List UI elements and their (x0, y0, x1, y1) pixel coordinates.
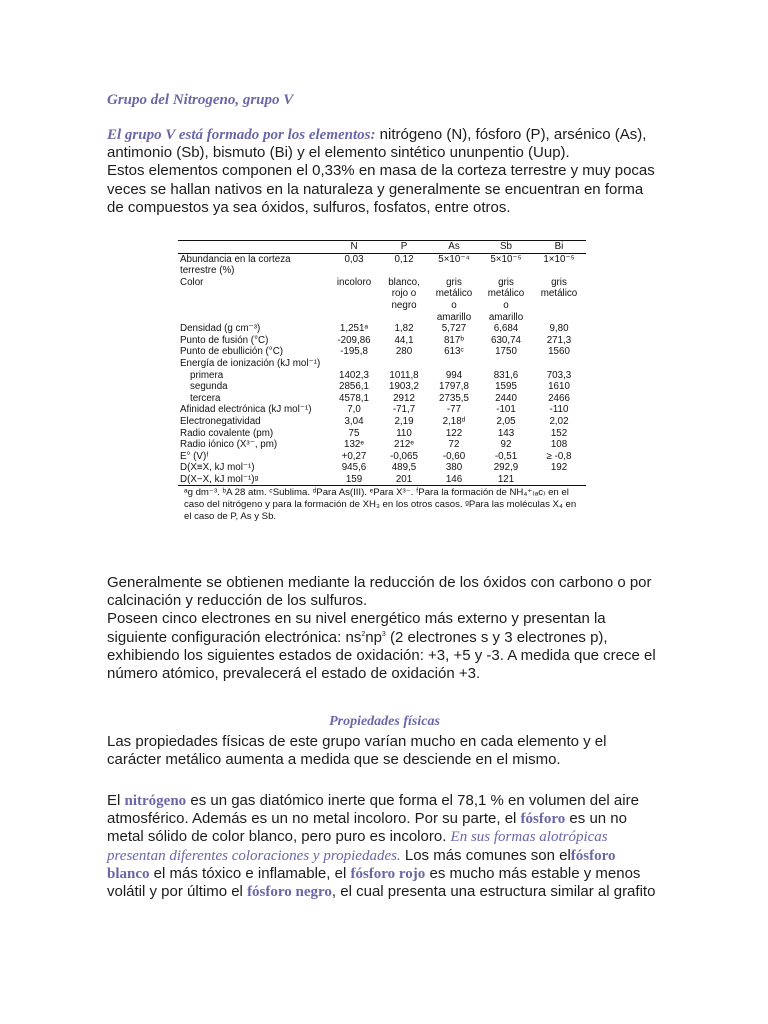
table-row-label: Electronegatividad (180, 415, 261, 427)
colorations-text: presentan diferentes coloraciones y propiedades. (107, 847, 401, 864)
table-cell: 146 (428, 474, 480, 486)
table-cell: 2440 (495, 392, 517, 404)
table-cell: -209,86 (337, 334, 371, 346)
table-row-label: E° (V)ᶠ (180, 450, 209, 462)
table-cell: 703,3 (546, 369, 572, 381)
red-phosphorus-term: fósforo rojo (350, 865, 426, 882)
table-cell: 1610 (548, 381, 570, 393)
table-cell: gris (551, 276, 567, 288)
white-phosphorus-term-b: blanco (107, 865, 150, 882)
table-cell: 831,6 (493, 369, 519, 381)
table-row (178, 462, 586, 474)
table-row (178, 381, 586, 393)
table-row-label: terrestre (%) (180, 265, 235, 277)
table-cell: rojo o (391, 288, 417, 300)
table-row-label (178, 288, 328, 300)
p4-l4b: Los más comunes son el (400, 846, 571, 864)
table-cell: -0,51 (494, 450, 518, 462)
table-row-label (178, 300, 328, 312)
table-cell (328, 358, 380, 370)
table-cell: metálico (487, 288, 525, 300)
table-cell: 9,80 (549, 323, 569, 335)
table-row-label: Afinidad electrónica (kJ mol⁻¹) (180, 404, 312, 416)
table-cell: 994 (445, 369, 463, 381)
page-title: Grupo del Nitrogeno, grupo V (107, 92, 294, 108)
table-cell: amarillo (436, 311, 472, 323)
table-cell: 280 (395, 346, 413, 358)
table-row (178, 312, 586, 324)
table-row-label: Radio covalente (pm) (180, 427, 274, 439)
table-cell: 1,82 (394, 323, 414, 335)
p2-line-5: exhibiendo los siguientes estados de oxidación: +3, +5 y -3. A medida que crece el (107, 646, 656, 664)
table-cell: 630,74 (491, 334, 521, 346)
table-cell: -0,60 (442, 450, 466, 462)
table-cell: 152 (550, 427, 568, 439)
table-header-as: As (428, 241, 480, 254)
p2-line-6: número atómico, prevalecerá el estado de oxidación +3. (107, 665, 481, 683)
table-row (178, 428, 586, 440)
p2-line-4a: siguiente configuración electrónica: ns (107, 628, 362, 646)
table-header-blank (178, 241, 328, 254)
table-cell: 75 (348, 427, 360, 439)
table-cell: 132ᵉ (344, 439, 364, 451)
intro-lead-rest: nitrógeno (N), fósforo (P), arsénico (As), (375, 126, 647, 143)
table-cell: o (503, 299, 509, 311)
table-header-bi: Bi (532, 241, 586, 254)
table-cell (328, 300, 380, 312)
table-row-label: Color (180, 276, 204, 288)
table-row-label: D(X≡X, kJ mol⁻¹) (180, 462, 255, 474)
table-row-label: Energía de ionización (kJ mol⁻¹) (180, 357, 321, 369)
table-cell: 44,1 (394, 334, 414, 346)
p4-l2a: atmosférico. Además es un no metal incoloro. Por su parte, el (107, 810, 521, 828)
table-cell: 0,12 (394, 253, 414, 265)
table-row (178, 288, 586, 300)
table-header-n: N (328, 241, 380, 254)
intro-line-4: veces se hallan nativos en la naturaleza y generalmente se encuentran en forma (107, 180, 644, 198)
white-phosphorus-term-a: fósforo (570, 847, 616, 864)
table-cell: 5×10⁻⁵ (490, 253, 522, 265)
table-row-label: Abundancia en la corteza (180, 253, 291, 265)
table-cell: -0,065 (390, 450, 418, 462)
table-cell: 1×10⁻⁵ (543, 253, 575, 265)
table-cell (328, 265, 380, 277)
properties-table-figure (178, 240, 588, 556)
intro-line-2: antimonio (Sb), bismuto (Bi) y el elemento sintético ununpentio (Uup). (107, 144, 570, 162)
table-cell: 1903,2 (389, 381, 419, 393)
table-row (178, 346, 586, 358)
table-cell: 1797,8 (439, 381, 469, 393)
p2-line-4b: np (365, 628, 382, 646)
table-cell: blanco, (388, 276, 420, 288)
table-row (178, 323, 586, 335)
table-row-label: Punto de ebullición (°C) (180, 346, 284, 358)
table-cell: 2912 (393, 392, 415, 404)
table-row (178, 370, 586, 382)
p2-line-2: calcinación y reducción de los sulfuros. (107, 592, 368, 610)
p3-line-1: Las propiedades físicas de este grupo varían mucho en cada elemento y el (107, 733, 607, 750)
table-cell: 1560 (548, 346, 570, 358)
table-cell: 1750 (495, 346, 517, 358)
physical-properties-paragraph (107, 733, 662, 769)
table-cell: 0,03 (344, 253, 364, 265)
table-row-label (178, 312, 328, 324)
table-row-label: Punto de fusión (°C) (180, 334, 269, 346)
table-row (178, 474, 586, 486)
table-row (178, 277, 586, 289)
table-cell (532, 300, 586, 312)
table-cell: 5,727 (441, 323, 467, 335)
section-title: Propiedades físicas (329, 714, 440, 729)
nitrogen-term: nitrógeno (124, 793, 187, 809)
table-header-sb: Sb (480, 241, 532, 254)
table-cell: amarillo (488, 311, 524, 323)
p4-l1c: es un gas diatómico inerte que forma el 78,1 % en volumen del aire (186, 792, 639, 809)
table-cell: 380 (445, 462, 463, 474)
table-cell: 4578,1 (339, 392, 369, 404)
p4-l2c: es un no (565, 810, 627, 828)
table-row-label: primera (190, 369, 224, 381)
table-cell (532, 474, 586, 486)
table-cell: 92 (500, 439, 512, 451)
p4-l6a: volátil y por último el (107, 883, 248, 901)
p2-sup-2: 3 (381, 630, 386, 638)
table-cell: 201 (380, 474, 428, 486)
table-cell: 945,6 (341, 462, 367, 474)
p4-l5b: el más tóxico e inflamable, el (149, 864, 351, 882)
table-cell: 1595 (495, 381, 517, 393)
table-cell: -101 (496, 404, 516, 416)
table-cell: 192 (550, 462, 568, 474)
p4-l1a: El (107, 792, 125, 809)
table-cell: 2,02 (549, 415, 569, 427)
p4-l6c: , el cual presenta una estructura similar al grafito (331, 883, 656, 901)
table-cell (532, 265, 586, 277)
table-cell: -195,8 (340, 346, 368, 358)
table-cell: 2,18ᵈ (442, 415, 466, 427)
table-cell: negro (391, 299, 417, 311)
table-body (178, 253, 586, 486)
black-phosphorus-term: fósforo negro (247, 884, 332, 901)
intro-line-3: Estos elementos componen el 0,33% en masa de la corteza terrestre y muy pocas (107, 162, 655, 180)
table-cell: metálico (435, 288, 473, 300)
table-row-label: Radio iónico (X³⁻, pm) (180, 439, 278, 451)
table-row (178, 404, 586, 416)
table-cell: 3,04 (344, 415, 364, 427)
table-cell: ≥ -0,8 (546, 450, 572, 462)
p2-sup-1: 2 (361, 630, 366, 638)
p2-line-4c: (2 electrones s y 3 electrones p), (385, 628, 608, 646)
table-cell: 271,3 (546, 334, 572, 346)
p2-line-1: Generalmente se obtienen mediante la reducción de los óxidos con carbono o por (107, 574, 652, 591)
table-cell: 6,684 (493, 323, 519, 335)
table-cell (380, 265, 428, 277)
table-row (178, 393, 586, 405)
table-cell: metálico (540, 288, 578, 300)
table-cell: 817ᵇ (443, 334, 465, 346)
table-cell: 108 (550, 439, 568, 451)
table-header-row (178, 241, 586, 254)
table-cell: -71,7 (392, 404, 416, 416)
table-cell (532, 358, 586, 370)
intro-paragraph (107, 126, 662, 217)
table-cell: -77 (446, 404, 462, 416)
table-cell: 7,0 (347, 404, 361, 416)
table-cell: 1402,3 (339, 369, 369, 381)
table-cell: 2466 (548, 392, 570, 404)
table-cell: 489,5 (391, 462, 417, 474)
intro-line-5: de compuestos ya sea óxidos, sulfuros, fosfatos, entre otros. (107, 198, 511, 216)
allotropic-forms-text: En sus formas alotrópicas (450, 829, 608, 846)
table-cell: 292,9 (493, 462, 519, 474)
table-row-label: segunda (190, 381, 228, 393)
intro-lead: El grupo V está formado por los elementos: (107, 127, 376, 143)
p2-line-3: Poseen cinco electrones en su nivel energético más externo y presentan la (107, 610, 606, 628)
table-row (178, 335, 586, 347)
table-cell (380, 358, 428, 370)
table-cell (428, 265, 480, 277)
phosphorus-term: fósforo (520, 811, 566, 828)
table-header-p: P (380, 241, 428, 254)
table-cell: 122 (445, 427, 463, 439)
table-row-label: Densidad (g cm⁻³) (180, 323, 261, 335)
table-cell: +0,27 (341, 450, 367, 462)
p4-l5d: es mucho más estable y menos (425, 864, 641, 882)
table-cell: 2735,5 (439, 392, 469, 404)
table-cell (328, 288, 380, 300)
table-row (178, 451, 586, 463)
table-cell (380, 312, 428, 324)
table-cell: 1011,8 (389, 369, 419, 381)
table-cell: 212ᵉ (394, 439, 414, 451)
table-cell (428, 358, 480, 370)
table-row-label: tercera (190, 392, 221, 404)
table-footnote: ᵃg dm⁻³. ᵇA 28 atm. ᶜSublima. ᵈPara As(III). ᵉPara X³⁻. ᶠPara la formación de NH₄⁺₍ₐc₎ en el caso del nitrógeno y para la formación de XH₃ en los otros casos. ᵍPara las moléculas X₄ en el caso de P, As y Sb. (184, 487, 577, 522)
configuration-paragraph (107, 574, 662, 683)
table-row (178, 265, 586, 277)
table-cell: -110 (549, 404, 569, 416)
p3-line-2: carácter metálico aumenta a medida que se desciende en el mismo. (107, 751, 561, 769)
table-cell: gris (446, 276, 462, 288)
table-row (178, 358, 586, 370)
table-cell (532, 312, 586, 324)
table-cell: 143 (497, 427, 515, 439)
table-cell: 72 (448, 439, 460, 451)
table-cell: 110 (396, 427, 412, 439)
allotropes-paragraph (107, 792, 662, 901)
table-cell: 2,19 (394, 415, 414, 427)
table-row (178, 439, 586, 451)
table-row (178, 300, 586, 312)
table-cell (480, 358, 532, 370)
table-cell (328, 312, 380, 324)
table-cell: 2856,1 (339, 381, 369, 393)
properties-table (178, 240, 586, 486)
table-row (178, 416, 586, 428)
table-cell: 159 (328, 474, 380, 486)
table-cell: o (451, 299, 457, 311)
table-cell (480, 265, 532, 277)
p4-l3a: metal sólido de color blanco, pero puro es incoloro. (107, 828, 451, 846)
table-cell: 613ᶜ (444, 346, 464, 358)
table-cell: 2,05 (496, 415, 516, 427)
table-cell: 121 (480, 474, 532, 486)
table-cell: gris (498, 276, 514, 288)
table-cell: 5×10⁻⁴ (438, 253, 470, 265)
table-cell: incoloro (336, 276, 372, 288)
table-row (178, 253, 586, 265)
table-cell: 1,251ᵃ (339, 323, 369, 335)
table-row-label: D(X−X, kJ mol⁻¹)ᵍ (178, 474, 328, 486)
